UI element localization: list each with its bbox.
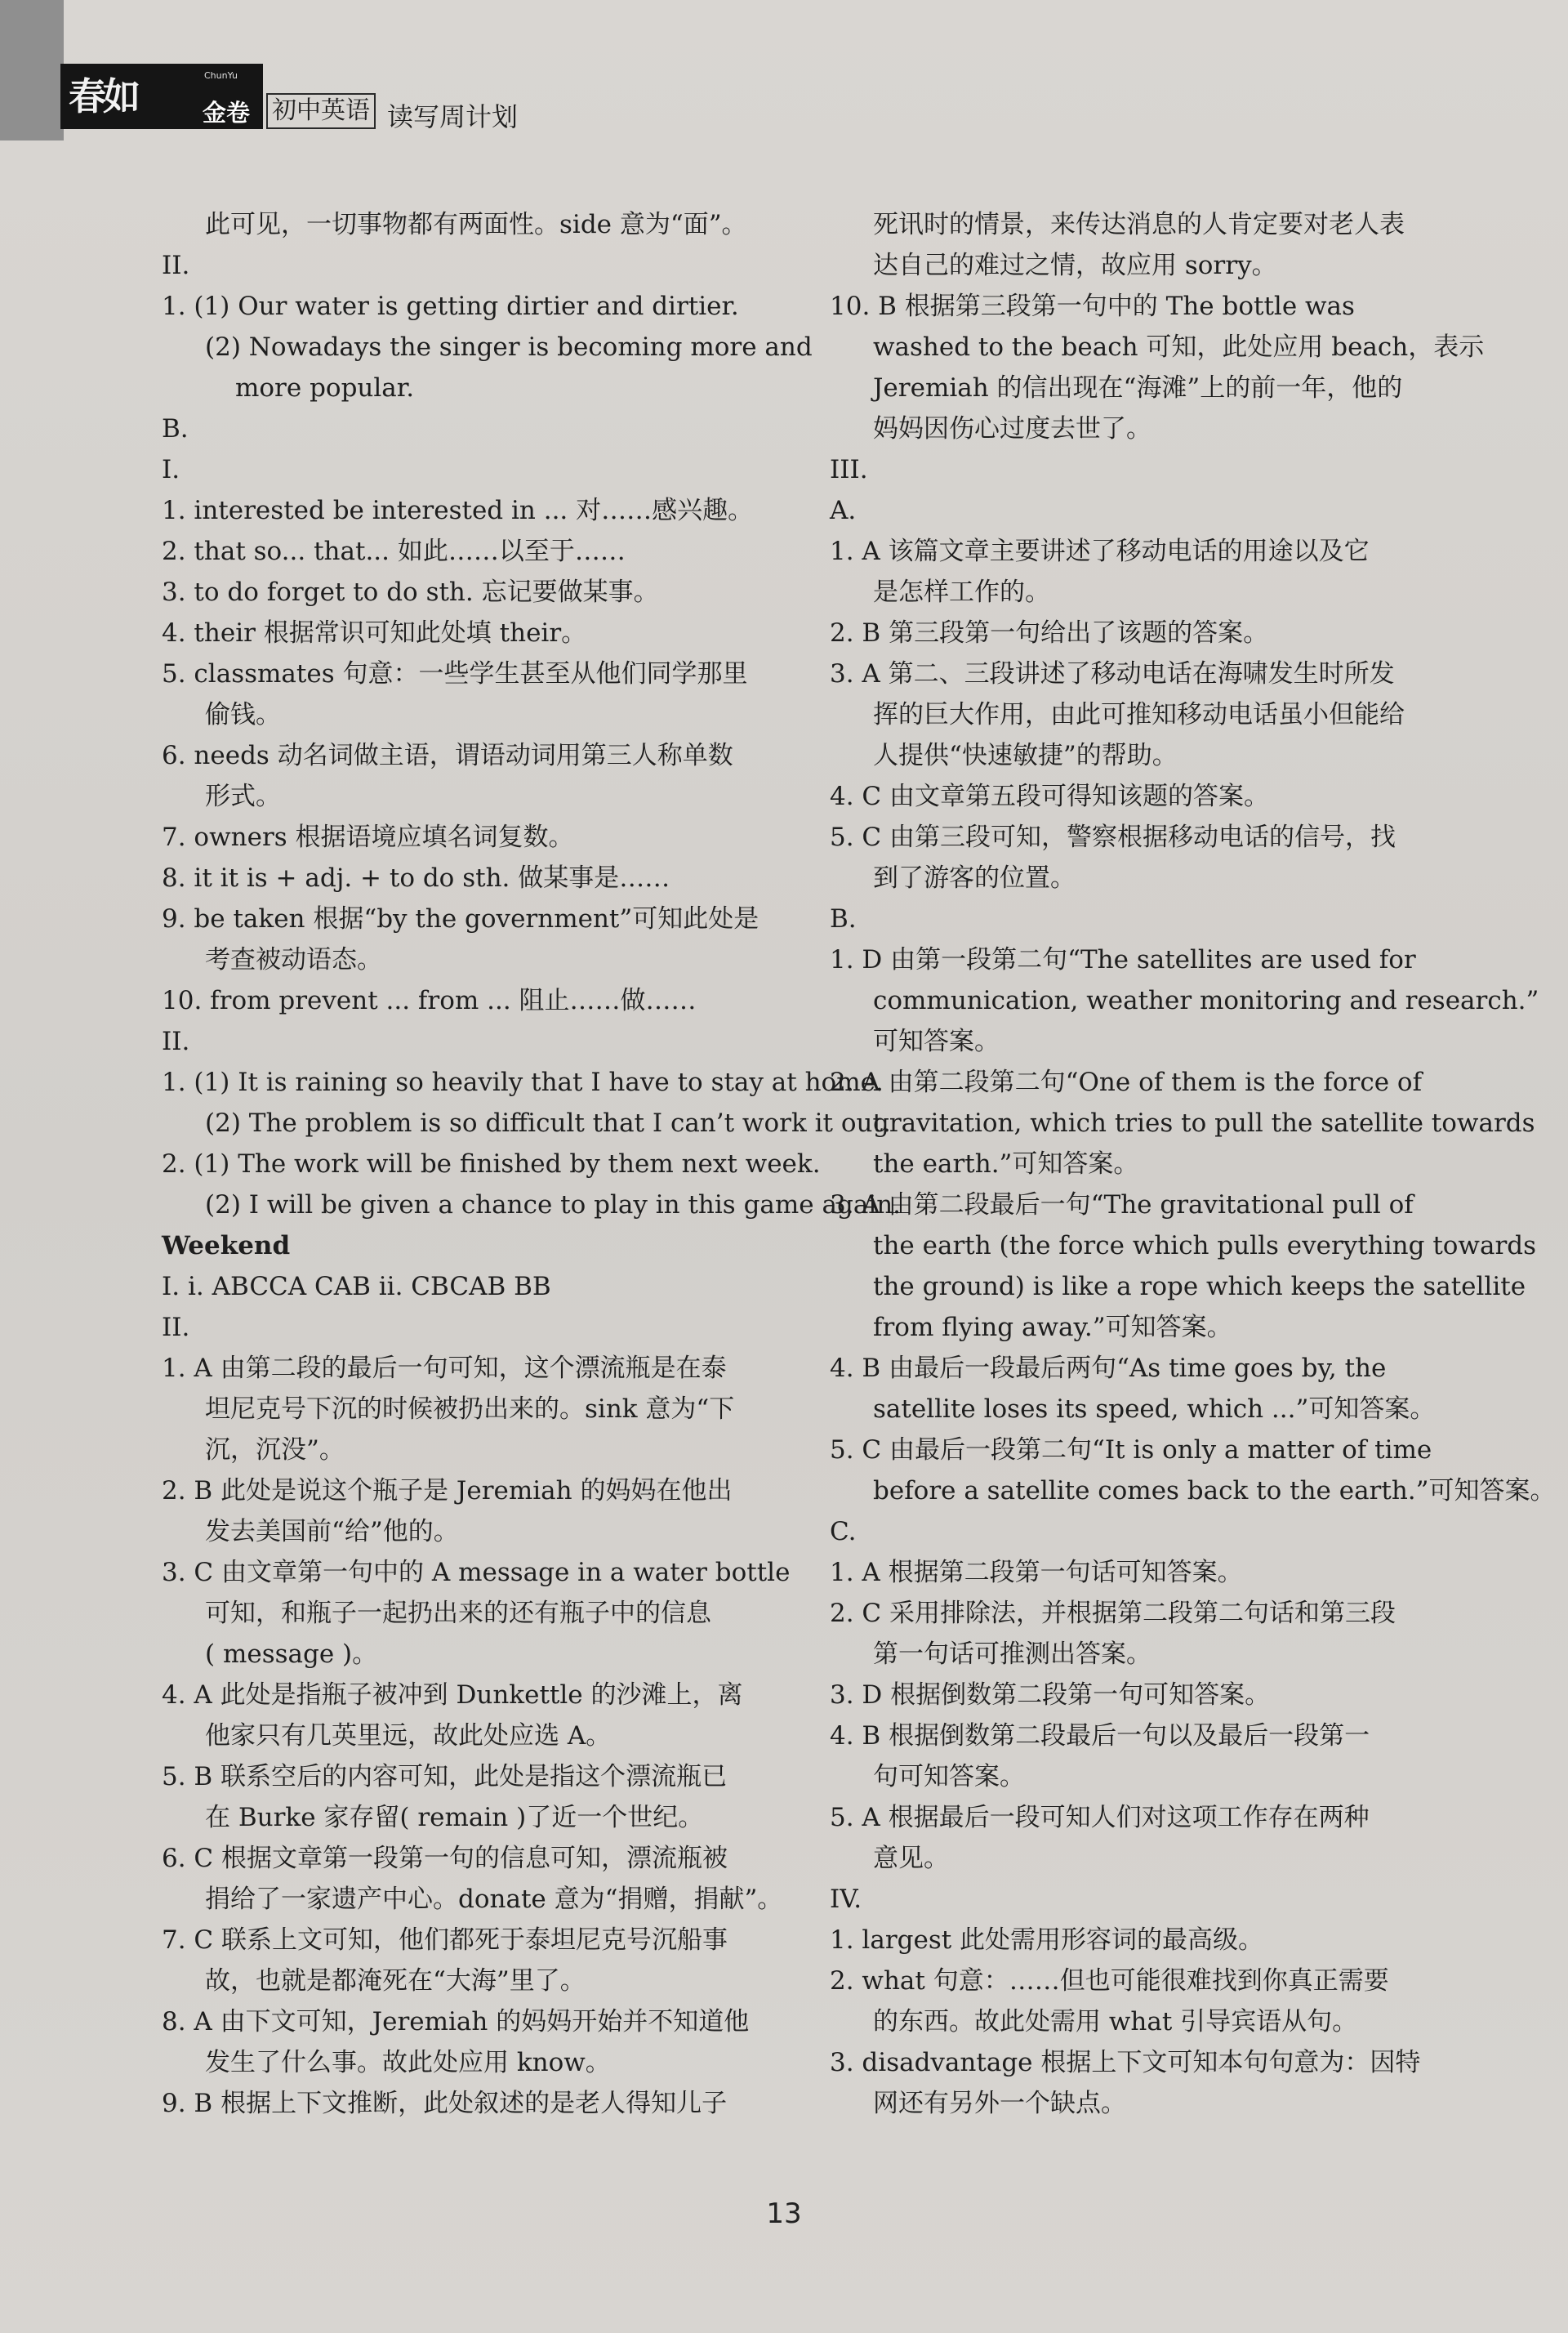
book-subtitle: 读写周计划 (387, 101, 519, 132)
text-line: 妈妈因伤心过度去世了。 (873, 414, 1152, 444)
text-line: 发去美国前“给”他的。 (205, 1517, 459, 1546)
text-line: 3. A 由第二段最后一句“The gravitational pull of (830, 1190, 1414, 1220)
text-line: 达自己的难过之情，故应用 sorry。 (873, 251, 1277, 280)
text-line: II. (162, 251, 190, 280)
text-line: II. (162, 1313, 190, 1342)
text-line: gravitation, which tries to pull the satellite towards (873, 1109, 1535, 1138)
brand-top-text: ChunYu (204, 70, 238, 81)
text-line: 9. B 根据上下文推断，此处叙述的是老人得知儿子 (162, 2089, 728, 2118)
text-line: 5. A 根据最后一段可知人们对这项工作存在两种 (830, 1803, 1370, 1832)
text-line: I. i. ABCCA CAB ii. CBCAB BB (162, 1272, 551, 1301)
brand-badge (198, 64, 263, 129)
text-line: 1. D 由第一段第二句“The satellites are used for (830, 945, 1416, 975)
text-line: the earth.”可知答案。 (873, 1149, 1139, 1179)
text-line: 2. what 句意：……但也可能很难找到你真正需要 (830, 1966, 1389, 1996)
right-column (830, 204, 1556, 2124)
text-line: 可知，和瓶子一起扔出来的还有瓶子中的信息 (205, 1599, 711, 1628)
text-line: before a satellite comes back to the earth.”可知答案。 (873, 1476, 1556, 1506)
corner-tab (0, 0, 64, 141)
text-line: 5. C 由第三段可知，警察根据移动电话的信号，找 (830, 823, 1396, 852)
brand-logo: 春如 (60, 64, 198, 129)
text-line: 形式。 (205, 782, 281, 811)
text-line: 死讯时的情景，来传达消息的人肯定要对老人表 (873, 210, 1405, 239)
text-line: 9. be taken 根据“by the government”可知此处是 (162, 904, 760, 934)
text-line: 偷钱。 (205, 700, 281, 729)
text-line: 2. (1) The work will be finished by them next week. (162, 1149, 821, 1179)
page-number: 13 (766, 2197, 802, 2230)
text-line: (2) I will be given a chance to play in this game again. (205, 1190, 902, 1220)
text-line: 4. B 根据倒数第二段最后一句以及最后一段第一 (830, 1721, 1370, 1751)
text-line: 1. (1) Our water is getting dirtier and dirtier. (162, 292, 739, 321)
text-line: 发生了什么事。故此处应用 know。 (205, 2048, 611, 2077)
series-label: 初中英语 (266, 93, 376, 129)
text-line: 此可见，一切事物都有两面性。side 意为“面”。 (205, 210, 747, 239)
text-line: I. (162, 455, 180, 484)
text-line: B. (162, 414, 189, 444)
text-line: 考查被动语态。 (205, 945, 382, 975)
text-line: 网还有另外一个缺点。 (873, 2089, 1126, 2118)
text-line: 1. A 由第二段的最后一句可知，这个漂流瓶是在泰 (162, 1354, 727, 1383)
text-line: (2) Nowadays the singer is becoming more and (205, 332, 813, 362)
text-line: 3. A 第二、三段讲述了移动电话在海啸发生时所发 (830, 659, 1395, 689)
text-line: 3. C 由文章第一句中的 A message in a water bottle (162, 1558, 791, 1587)
text-line: satellite loses its speed, which ...”可知答案。 (873, 1394, 1436, 1424)
text-line: 4. their 根据常识可知此处填 their。 (162, 618, 587, 648)
text-line: 8. it it is + adj. + to do sth. 做某事是…… (162, 863, 670, 893)
text-line: 1. A 根据第二段第一句话可知答案。 (830, 1558, 1243, 1587)
text-line: communication, weather monitoring and research.” (873, 986, 1539, 1015)
text-line: III. (830, 455, 868, 484)
text-line: (2) The problem is so difficult that I can’t work it out. (205, 1109, 891, 1138)
text-line: 4. A 此处是指瓶子被冲到 Dunkettle 的沙滩上，离 (162, 1680, 743, 1710)
text-line: 的东西。故此处需用 what 引导宾语从句。 (873, 2007, 1358, 2036)
text-line: 他家只有几英里远，故此处应选 A。 (205, 1721, 612, 1751)
text-line: 挥的巨大作用，由此可推知移动电话虽小但能给 (873, 700, 1405, 729)
text-line: Weekend (162, 1231, 291, 1260)
text-line: 8. A 由下文可知，Jeremiah 的妈妈开始并不知道他 (162, 2007, 750, 2036)
text-line: 意见。 (873, 1844, 949, 1873)
text-line: 4. B 由最后一段最后两句“As time goes by, the (830, 1354, 1387, 1383)
text-line: 3. to do forget to do sth. 忘记要做某事。 (162, 578, 659, 607)
text-line: ( message )。 (205, 1639, 378, 1669)
brand-label: 金卷 (203, 99, 251, 127)
text-line: B. (830, 904, 857, 934)
text-line: 是怎样工作的。 (873, 578, 1050, 607)
text-line: 2. C 采用排除法，并根据第二段第二句话和第三段 (830, 1599, 1396, 1628)
text-line: Jeremiah 的信出现在“海滩”上的前一年，他的 (873, 373, 1403, 403)
text-line: 1. interested be interested in ... 对……感兴趣。 (162, 496, 754, 525)
text-line: from flying away.”可知答案。 (873, 1313, 1232, 1342)
text-line: 1. (1) It is raining so heavily that I have to stay at home. (162, 1068, 884, 1097)
text-line: IV. (830, 1885, 862, 1914)
text-line: the ground) is like a rope which keeps the satellite (873, 1272, 1526, 1301)
text-line: 7. C 联系上文可知，他们都死于泰坦尼克号沉船事 (162, 1925, 728, 1955)
text-line: 5. classmates 句意：一些学生甚至从他们同学那里 (162, 659, 748, 689)
text-line: 在 Burke 家存留( remain )了近一个世纪。 (205, 1803, 704, 1832)
text-line: the earth (the force which pulls everything towards (873, 1231, 1537, 1260)
text-line: II. (162, 1027, 190, 1056)
text-line: 6. C 根据文章第一段第一句的信息可知，漂流瓶被 (162, 1844, 728, 1873)
text-line: 1. A 该篇文章主要讲述了移动电话的用途以及它 (830, 537, 1370, 566)
text-line: washed to the beach 可知，此处应用 beach，表示 (873, 332, 1485, 362)
text-line: 7. owners 根据语境应填名词复数。 (162, 823, 574, 852)
text-line: 第一句话可推测出答案。 (873, 1639, 1152, 1669)
text-line: 2. B 此处是说这个瓶子是 Jeremiah 的妈妈在他出 (162, 1476, 733, 1506)
text-line: 3. disadvantage 根据上下文可知本句句意为：因特 (830, 2048, 1421, 2077)
text-line: C. (830, 1517, 857, 1546)
text-line: 句可知答案。 (873, 1762, 1025, 1791)
text-line: 4. C 由文章第五段可得知该题的答案。 (830, 782, 1270, 811)
text-line: 5. B 联系空后的内容可知，此处是指这个漂流瓶已 (162, 1762, 728, 1791)
text-line: 可知答案。 (873, 1027, 1000, 1056)
text-line: 3. D 根据倒数第二段第一句可知答案。 (830, 1680, 1271, 1710)
text-line: 坦尼克号下沉的时候被扔出来的。sink 意为“下 (205, 1394, 735, 1424)
text-line: more popular. (235, 373, 415, 403)
text-line: 2. B 第三段第一句给出了该题的答案。 (830, 618, 1269, 648)
text-line: 10. from prevent ... from ... 阻止……做…… (162, 986, 697, 1015)
text-line: 2. A 由第二段第二句“One of them is the force of (830, 1068, 1423, 1097)
text-line: 沉，沉没”。 (205, 1435, 345, 1465)
text-line: 捐给了一家遗产中心。donate 意为“捐赠，捐献”。 (205, 1885, 783, 1914)
text-line: 2. that so... that... 如此……以至于…… (162, 537, 626, 566)
text-line: 1. largest 此处需用形容词的最高级。 (830, 1925, 1264, 1955)
text-line: 6. needs 动名词做主语，谓语动词用第三人称单数 (162, 741, 733, 770)
text-line: 人提供“快速敏捷”的帮助。 (873, 741, 1178, 770)
text-line: 10. B 根据第三段第一句中的 The bottle was (830, 292, 1355, 321)
text-line: 故，也就是都淹死在“大海”里了。 (205, 1966, 586, 1996)
text-line: 5. C 由最后一段第二句“It is only a matter of time (830, 1435, 1432, 1465)
text-line: A. (830, 496, 857, 525)
text-line: 到了游客的位置。 (873, 863, 1076, 893)
